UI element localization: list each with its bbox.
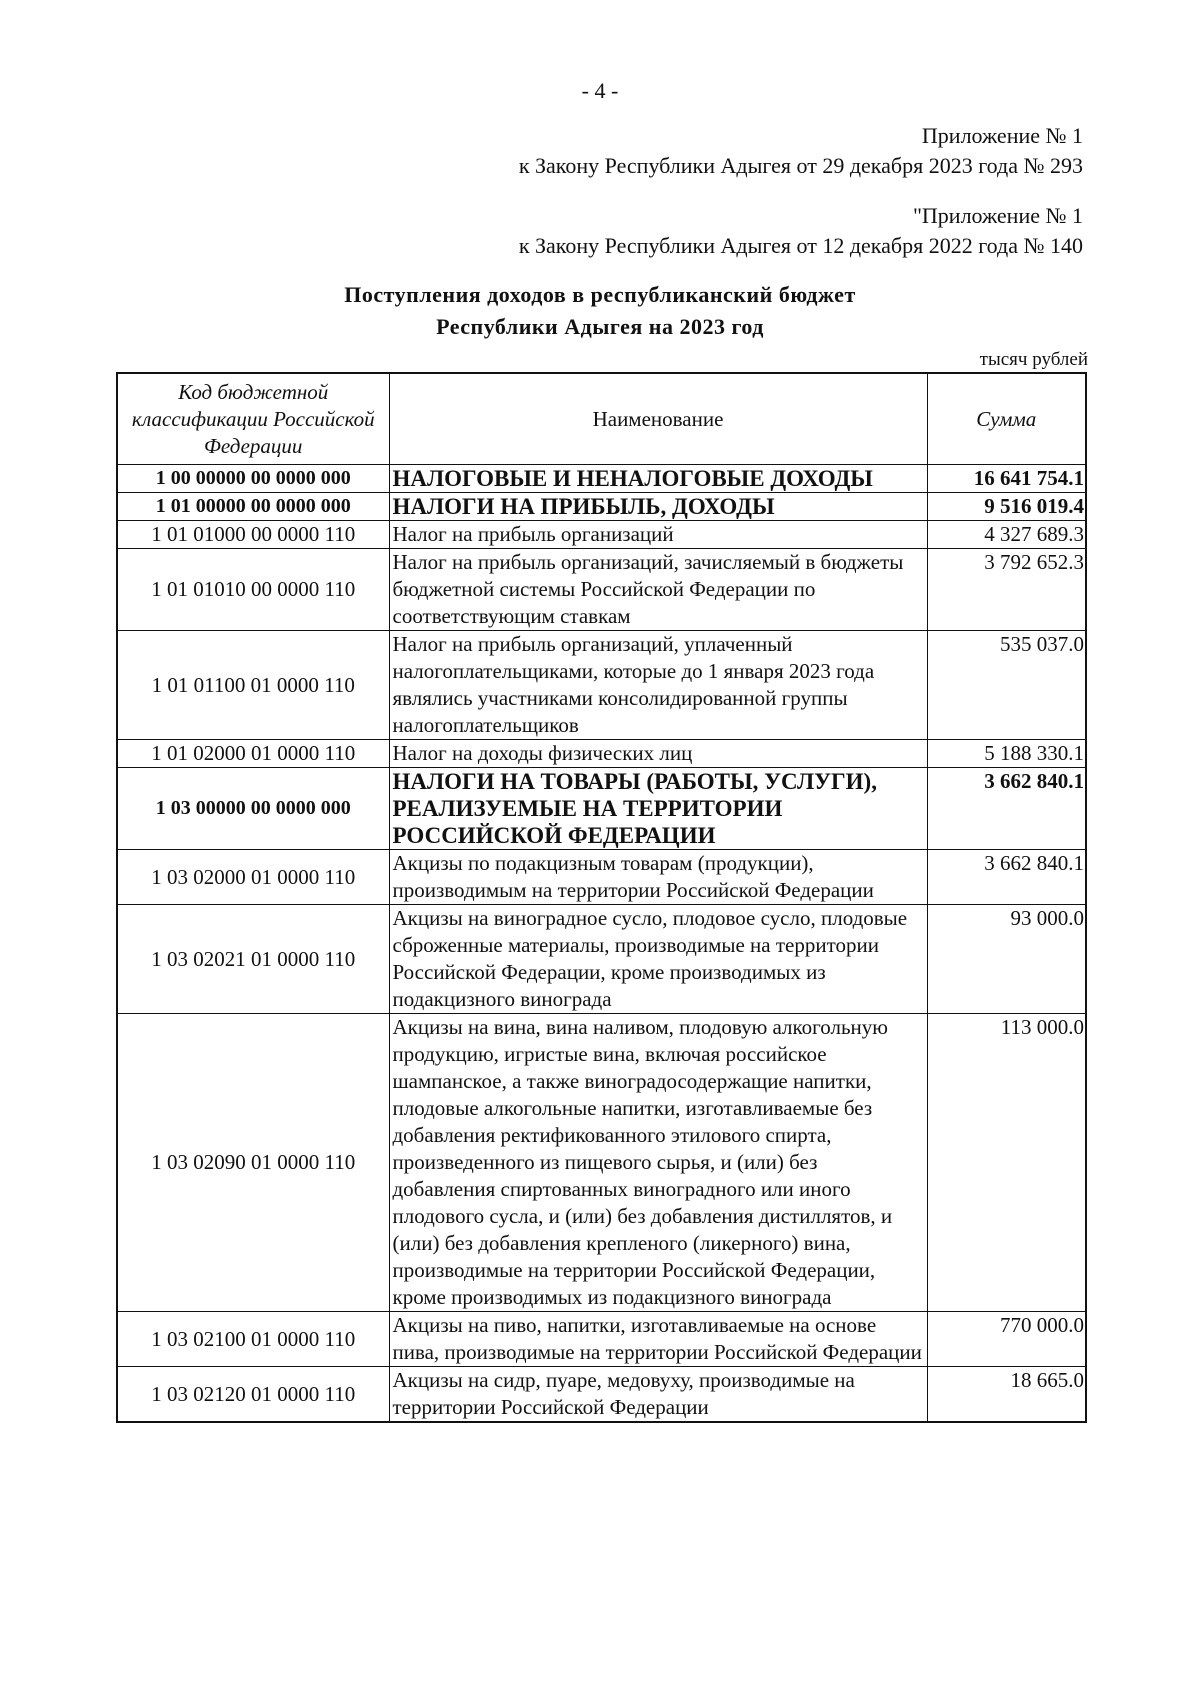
sum-cell: 3 792 652.3 bbox=[927, 549, 1086, 631]
code-cell: 1 03 02090 01 0000 110 bbox=[117, 1014, 389, 1312]
name-cell: НАЛОГОВЫЕ И НЕНАЛОГОВЫЕ ДОХОДЫ bbox=[389, 465, 927, 493]
name-cell: Акцизы на сидр, пуаре, медовуху, производимые на территории Российской Федерации bbox=[389, 1367, 927, 1423]
table-row bbox=[117, 465, 1086, 493]
header-code: Код бюджетной классификации Российской Федерации bbox=[117, 373, 389, 465]
sum-cell: 93 000.0 bbox=[927, 905, 1086, 1014]
table-row bbox=[117, 850, 1086, 905]
code-cell: 1 03 02000 01 0000 110 bbox=[117, 850, 389, 905]
name-cell: Акцизы по подакцизным товарам (продукции), производимым на территории Российской Федерации bbox=[389, 850, 927, 905]
document-title bbox=[0, 279, 1200, 343]
appendix-line: к Закону Республики Адыгея от 12 декабря 2022 года № 140 bbox=[518, 233, 1083, 258]
code-cell: 1 01 01010 00 0000 110 bbox=[117, 549, 389, 631]
name-cell: Налог на прибыль организаций bbox=[389, 521, 927, 549]
code-cell: 1 03 02021 01 0000 110 bbox=[117, 905, 389, 1014]
sum-cell: 18 665.0 bbox=[927, 1367, 1086, 1423]
table-header-row bbox=[117, 373, 1086, 465]
code-cell: 1 01 01000 00 0000 110 bbox=[117, 521, 389, 549]
table-row bbox=[117, 631, 1086, 740]
table-row bbox=[117, 521, 1086, 549]
sum-cell: 9 516 019.4 bbox=[927, 493, 1086, 521]
sum-cell: 770 000.0 bbox=[927, 1312, 1086, 1367]
title-line: Республики Адыгея на 2023 год bbox=[436, 314, 764, 339]
units-label: тысяч рублей bbox=[979, 349, 1088, 370]
header-sum: Сумма bbox=[927, 373, 1086, 465]
sum-cell: 16 641 754.1 bbox=[927, 465, 1086, 493]
page-number: - 4 - bbox=[581, 78, 619, 103]
sum-cell: 3 662 840.1 bbox=[927, 768, 1086, 850]
name-cell: Налог на доходы физических лиц bbox=[389, 740, 927, 768]
sum-cell: 535 037.0 bbox=[927, 631, 1086, 740]
code-cell: 1 01 01100 01 0000 110 bbox=[117, 631, 389, 740]
table-row bbox=[117, 768, 1086, 850]
table-row bbox=[117, 1014, 1086, 1312]
table-body bbox=[117, 465, 1086, 1423]
table-row bbox=[117, 1312, 1086, 1367]
header-name: Наименование bbox=[389, 373, 927, 465]
code-cell: 1 03 02100 01 0000 110 bbox=[117, 1312, 389, 1367]
appendix-amended-law bbox=[519, 201, 1083, 261]
title-line: Поступления доходов в республиканский бюджет bbox=[344, 282, 856, 307]
revenue-table bbox=[116, 372, 1087, 1423]
table-row bbox=[117, 493, 1086, 521]
code-cell: 1 03 00000 00 0000 000 bbox=[117, 768, 389, 850]
sum-cell: 4 327 689.3 bbox=[927, 521, 1086, 549]
appendix-line: "Приложение № 1 bbox=[912, 203, 1083, 228]
sum-cell: 5 188 330.1 bbox=[927, 740, 1086, 768]
code-cell: 1 01 00000 00 0000 000 bbox=[117, 493, 389, 521]
name-cell: Налог на прибыль организаций, уплаченный налогоплательщиками, которые до 1 января 2023 года являлись участниками консолидированной группы налогоплательщиков bbox=[389, 631, 927, 740]
name-cell: НАЛОГИ НА ПРИБЫЛЬ, ДОХОДЫ bbox=[389, 493, 927, 521]
table-row bbox=[117, 905, 1086, 1014]
code-cell: 1 00 00000 00 0000 000 bbox=[117, 465, 389, 493]
name-cell: Акцизы на виноградное сусло, плодовое сусло, плодовые сброженные материалы, производимые на территории Российской Федерации, кроме производимых из подакцизного винограда bbox=[389, 905, 927, 1014]
appendix-line: Приложение № 1 bbox=[921, 123, 1083, 148]
sum-cell: 113 000.0 bbox=[927, 1014, 1086, 1312]
table-row bbox=[117, 740, 1086, 768]
code-cell: 1 03 02120 01 0000 110 bbox=[117, 1367, 389, 1423]
name-cell: Акцизы на вина, вина наливом, плодовую алкогольную продукцию, игристые вина, включая российское шампанское, а также виноградосодержащие напитки, плодовые алкогольные напитки, изготавливаемые без добавления ректификованного этилового спирта, произведенного из пищевого сырья, и (или) без добавления спиртованных виноградного или иного плодового сусла, и (или) без добавления дистиллятов, и (или) без добавления крепленого (ликерного) вина, производимые на территории Российской Федерации, кроме производимых из подакцизного винограда bbox=[389, 1014, 927, 1312]
appendix-current-law bbox=[519, 121, 1083, 181]
name-cell: Акцизы на пиво, напитки, изготавливаемые на основе пива, производимые на территории Российской Федерации bbox=[389, 1312, 927, 1367]
name-cell: Налог на прибыль организаций, зачисляемый в бюджеты бюджетной системы Российской Федерации по соответствующим ставкам bbox=[389, 549, 927, 631]
table-row bbox=[117, 549, 1086, 631]
table-row bbox=[117, 1367, 1086, 1423]
sum-cell: 3 662 840.1 bbox=[927, 850, 1086, 905]
name-cell: НАЛОГИ НА ТОВАРЫ (РАБОТЫ, УСЛУГИ), РЕАЛИЗУЕМЫЕ НА ТЕРРИТОРИИ РОССИЙСКОЙ ФЕДЕРАЦИИ bbox=[389, 768, 927, 850]
appendix-line: к Закону Республики Адыгея от 29 декабря 2023 года № 293 bbox=[518, 153, 1083, 178]
code-cell: 1 01 02000 01 0000 110 bbox=[117, 740, 389, 768]
